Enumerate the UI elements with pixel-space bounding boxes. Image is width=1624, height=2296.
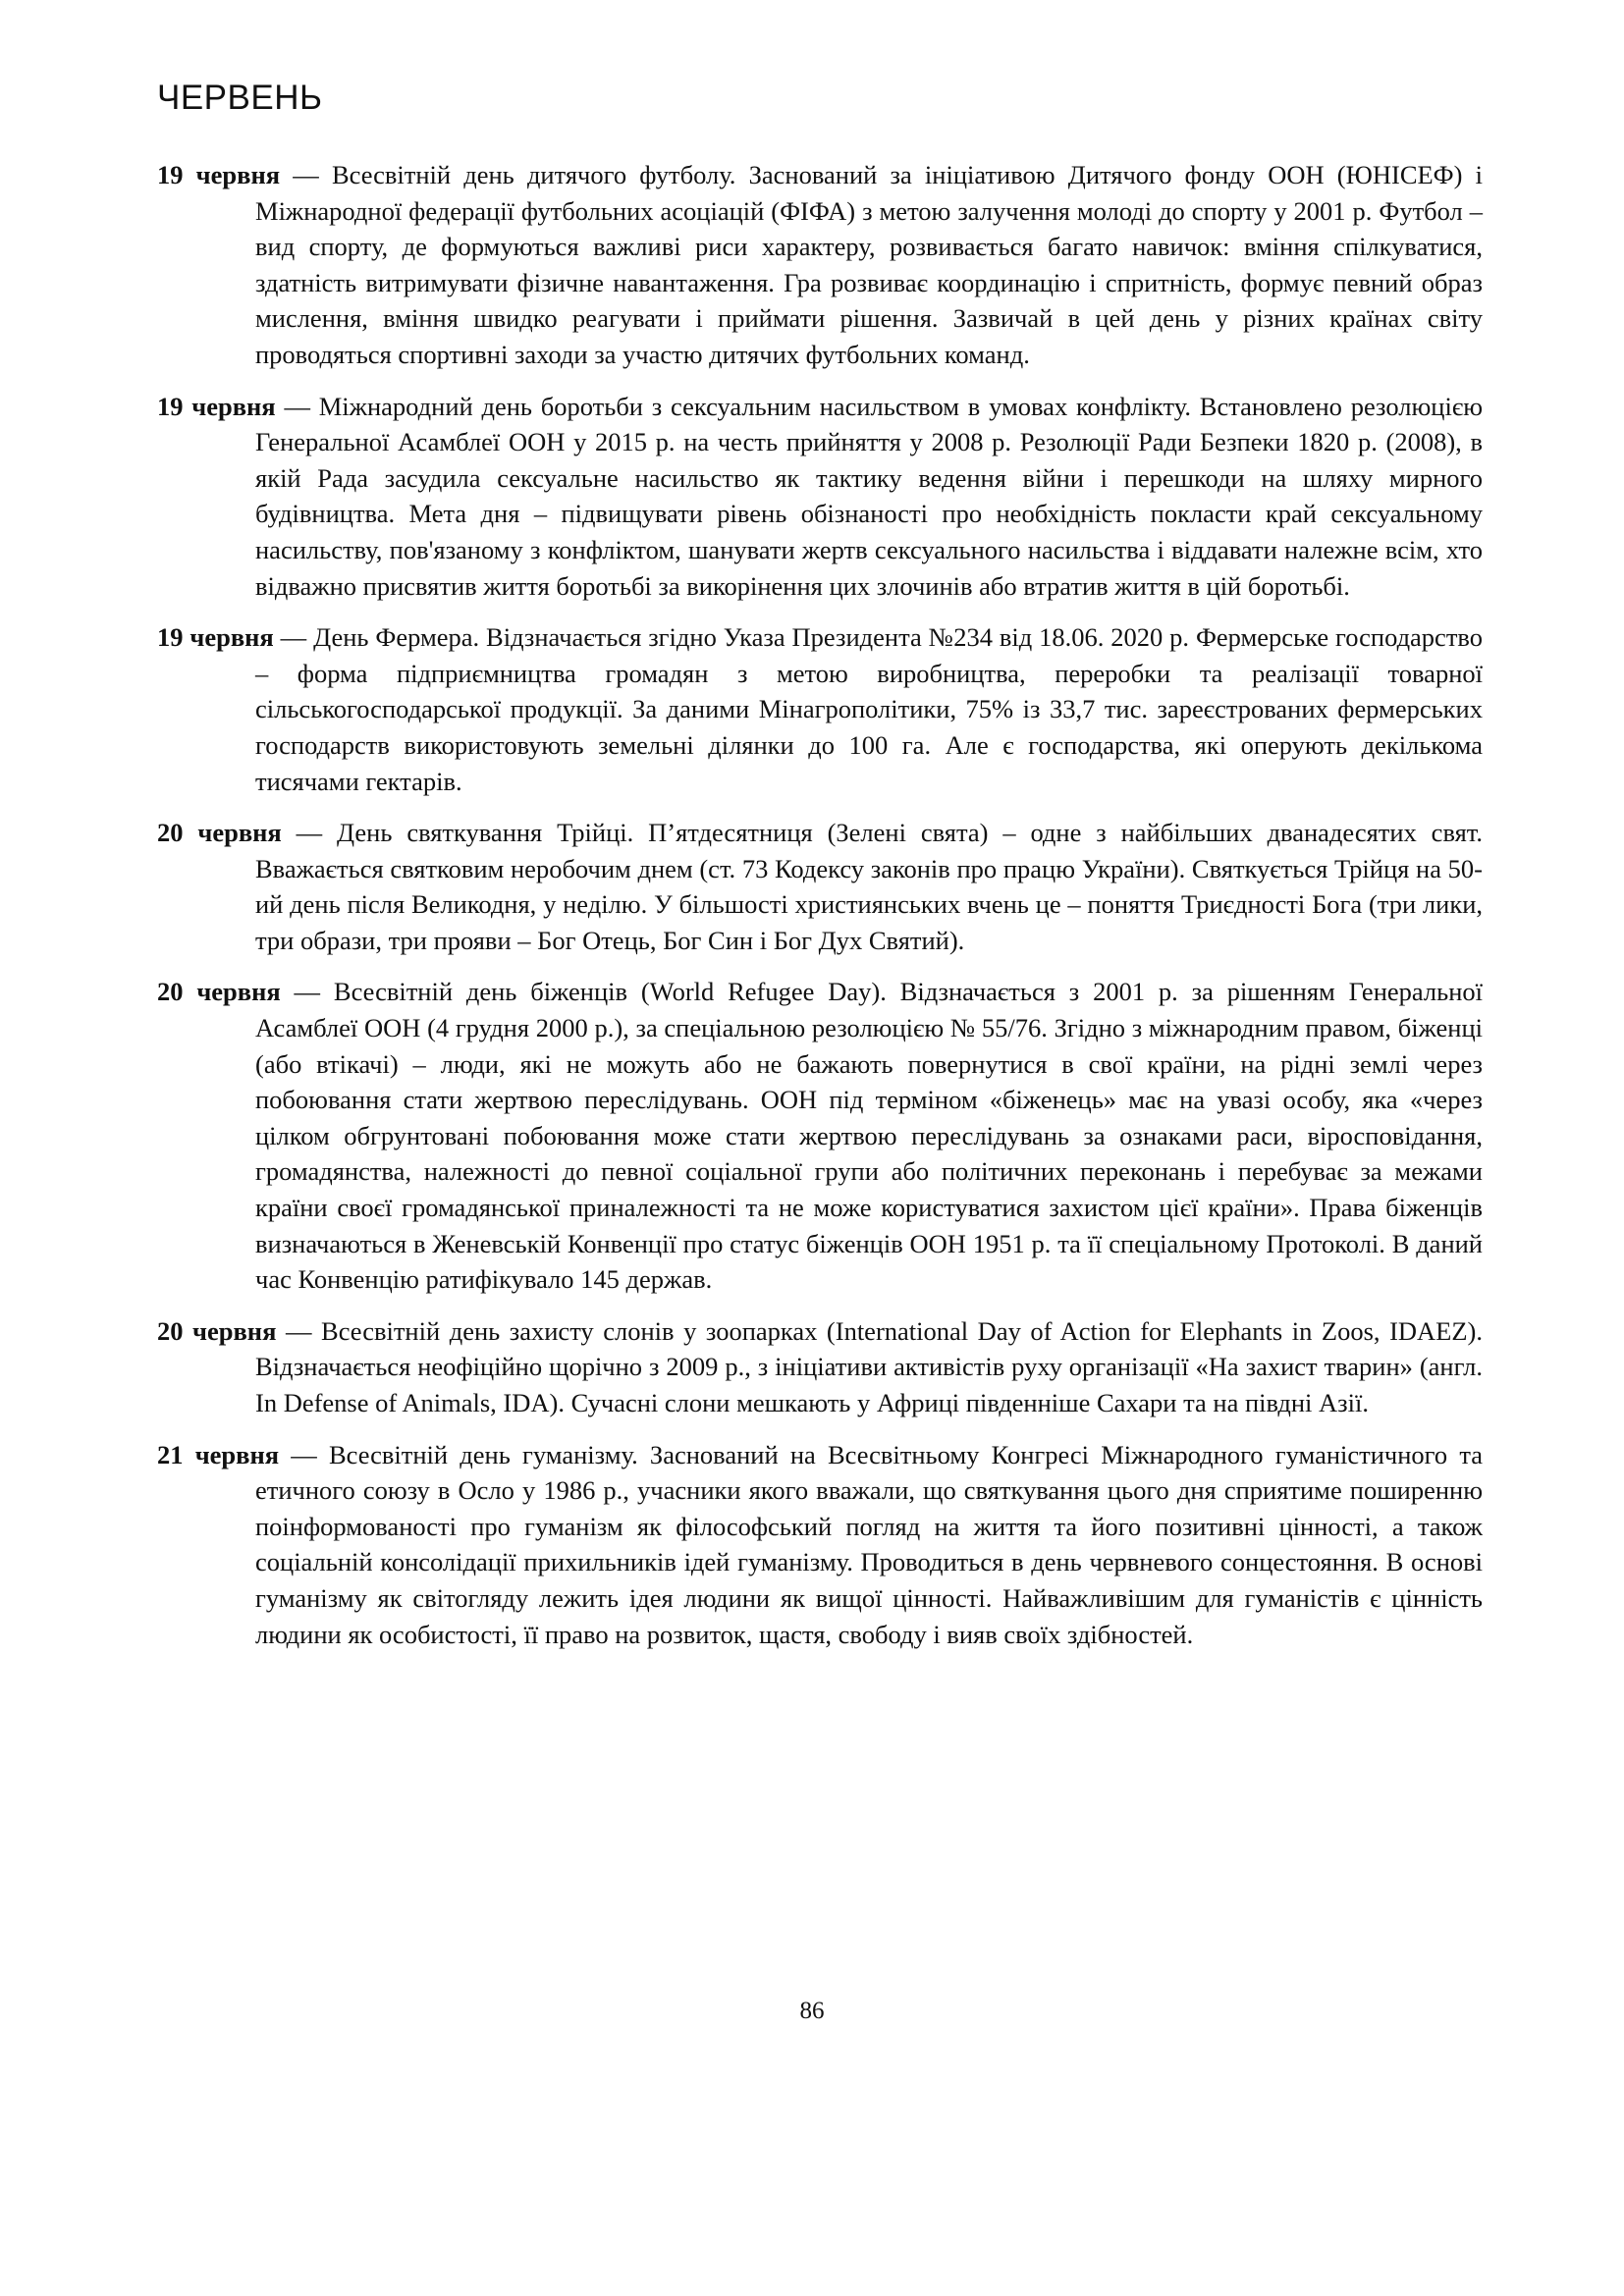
entry-date: 19 червня <box>157 391 276 421</box>
entry-date: 20 червня <box>157 977 281 1007</box>
entry-date: 19 червня <box>157 622 274 653</box>
entry-dash: — <box>279 1439 329 1469</box>
entry-date: 21 червня <box>157 1439 280 1469</box>
page-body <box>157 79 1483 1668</box>
entry-dash: — <box>280 160 332 189</box>
calendar-entry <box>157 974 1483 1297</box>
page-number: 86 <box>799 1998 825 2024</box>
entry-text: Всесвітній день дитячого футболу. Заснований за ініціативою Дитячого фонду ООН (ЮНІСЕФ) і Міжнародної федерації футбольних асоціацій (ФІФА) з метою залучення молоді до спорту у 2001 р. Футбол – вид спорту, де формуються важливі риси характеру, розвивається багато навичок: вміння спілкуватися, здатність витримувати фізичне навантаження. Гра розвиває координацію і спритність, формує певний образ мислення, вміння швидко реагувати і приймати рішення. Зазвичай в цей день у різних країнах світу проводяться спортивні заходи за участю дитячих футбольних команд. <box>255 160 1483 369</box>
calendar-entry <box>157 1437 1483 1653</box>
entry-dash: — <box>281 818 338 848</box>
entry-dash: — <box>276 1315 322 1346</box>
calendar-entry <box>157 619 1483 799</box>
entry-dash: — <box>273 622 314 653</box>
calendar-entry <box>157 1313 1483 1421</box>
entry-dash: — <box>275 391 319 421</box>
entry-text: Міжнародний день боротьби з сексуальним насильством в умовах конфлікту. Встановлено резолюцією Генеральної Асамблеї ООН у 2015 р. на честь прийняття у 2008 р. Резолюції Ради Безпеки 1820 р. (2008), в якій Рада засудила сексуальне насильство як тактику ведення війни і перешкоди на шляху мирного будівництва. Мета дня – підвищувати рівень обізнаності про необхідність покласти край сексуальному насильству, пов'язаному з конфліктом, шанувати жертв сексуального насильства і віддавати належне всім, хто відважно присвятив життя боротьбі за викорінення цих злочинів або втратив життя в цій боротьбі. <box>255 391 1483 601</box>
entry-text: День Фермера. Відзначається згідно Указа Президента №234 від 18.06. 2020 р. Фермерське господарство – форма підприємництва громадян з метою виробництва, переробки та реалізації товарної сільськогосподарської продукції. За даними Мінагрополітики, 75% із 33,7 тис. зареєстрованих фермерських господарств використовують земельні ділянки до 100 га. Але є господарства, які оперують декількома тисячами гектарів. <box>255 622 1483 796</box>
entry-dash: — <box>280 977 334 1007</box>
entry-text: День святкування Трійці. П’ятдесятниця (Зелені свята) – одне з найбільших дванадесятих свят. Вважається святковим неробочим днем (ст. 73 Кодексу законів про працю України). Святкується Трійця на 50-ий день після Великодня, у неділю. У більшості християнських вчень це – поняття Триєдності Бога (три лики, три образи, три прояви – Бог Отець, Бог Син і Бог Дух Святий). <box>255 818 1484 955</box>
entry-date: 20 червня <box>157 818 282 848</box>
entry-date: 20 червня <box>157 1315 277 1346</box>
entry-text: Всесвітній день захисту слонів у зоопарках (International Day of Action for Elephants in Zoos, IDAEZ). Відзначається неофіційно щорічно з 2009 р., з ініціативи активістів руху організації «На захист тварин» (англ. In Defense of Animals, IDA). Сучасні слони мешкають у Африці південніше Сахари та на півдні Азії. <box>255 1315 1483 1417</box>
calendar-entry <box>157 157 1483 373</box>
entry-date: 19 червня <box>157 160 281 189</box>
calendar-entry <box>157 815 1483 958</box>
calendar-entry <box>157 389 1483 605</box>
entry-text: Всесвітній день гуманізму. Заснований на Всесвітньому Конгресі Міжнародного гуманістичного та етичного союзу в Осло у 1986 р., учасники якого вважали, що святкування цього дня сприятиме поширенню поінформованості про гуманізм як філософський погляд на життя та його позитивні цінності, а також соціальній консолідації прихильників ідей гуманізму. Проводиться в день червневого сонцестояння. В основі гуманізму як світогляду лежить ідея людини як вищої цінності. Найважливішим для гуманістів є цінність людини як особистості, її право на розвиток, щастя, свободу і вияв своїх здібностей. <box>255 1439 1483 1649</box>
page-heading: ЧЕРВЕНЬ <box>157 79 323 117</box>
entry-text: Всесвітній день біженців (World Refugee Day). Відзначається з 2001 р. за рішенням Генеральної Асамблеї ООН (4 грудня 2000 р.), за спеціальною резолюцією № 55/76. Згідно з міжнародним правом, біженці (або втікачі) – люди, які не можуть або не бажають повернутися в свої країни, на рідні землі через побоювання стати жертвою переслідувань. ООН під терміном «біженець» має на увазі особу, яка «через цілком обгрунтовані побоювання може стати жертвою переслідувань за ознаками раси, віросповідання, громадянства, належності до певної соціальної групи або політичних переконань і перебуває за межами країни своєї громадянської приналежності та не може користуватися захистом цієї країни». Права біженців визначаються в Женевській Конвенції про статус біженців ООН 1951 р. та її спеціальному Протоколі. В даний час Конвенцію ратифікувало 145 держав. <box>255 977 1483 1295</box>
